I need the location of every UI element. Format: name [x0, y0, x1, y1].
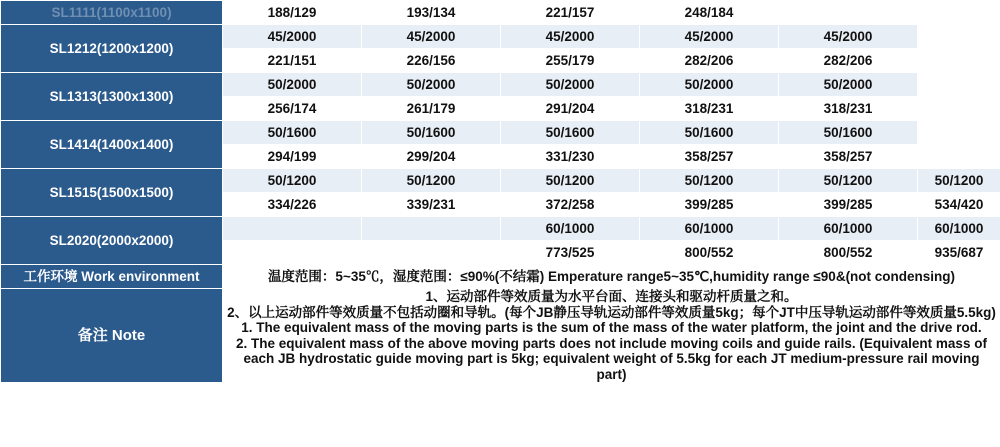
cell-r0-c1: 188/129 [223, 1, 362, 25]
cell-r4-top-c6: 50/1200 [918, 169, 1000, 193]
cell-r3-bot-c4: 358/257 [640, 145, 779, 169]
cell-r1-top-c6 [918, 25, 1000, 49]
cell-r2-top-c5: 50/2000 [779, 73, 918, 97]
cell-r5-bot-c2 [362, 241, 501, 265]
cell-r4-bot-c1: 334/226 [223, 193, 362, 217]
cell-r3-bot-c6 [918, 145, 1000, 169]
cell-r3-bot-c5: 358/257 [779, 145, 918, 169]
environment-row [1, 265, 1000, 289]
cell-r3-top-c5: 50/1600 [779, 121, 918, 145]
cell-r4-top-c3: 50/1200 [501, 169, 640, 193]
cell-r3-bot-c2: 299/204 [362, 145, 501, 169]
cell-r5-top-c5: 60/1000 [779, 217, 918, 241]
cell-r4-top-c2: 50/1200 [362, 169, 501, 193]
row-label-sl1313: SL1313(1300x1300) [1, 73, 223, 121]
cell-r3-bot-c3: 331/230 [501, 145, 640, 169]
table-row [1, 25, 1000, 49]
cell-r4-top-c5: 50/1200 [779, 169, 918, 193]
cell-r1-top-c1: 45/2000 [223, 25, 362, 49]
cell-r5-bot-c6: 935/687 [918, 241, 1000, 265]
cell-r5-top-c4: 60/1000 [640, 217, 779, 241]
table-row [1, 73, 1000, 97]
cell-r2-top-c6 [918, 73, 1000, 97]
row-label-note: 备注 Note [1, 289, 223, 383]
cell-r3-top-c4: 50/1600 [640, 121, 779, 145]
cell-r1-bot-c4: 282/206 [640, 49, 779, 73]
cell-r3-top-c1: 50/1600 [223, 121, 362, 145]
note-line-3: 1. The equivalent mass of the moving parts is the sum of the mass of the water platform, the joint and the drive rod. [241, 320, 982, 336]
cell-r2-top-c3: 50/2000 [501, 73, 640, 97]
cell-r5-bot-c1 [223, 241, 362, 265]
table-row [1, 1, 1000, 25]
table-row [1, 169, 1000, 193]
cell-r5-top-c6: 60/1000 [918, 217, 1000, 241]
note-value [223, 289, 1000, 383]
cell-r2-top-c2: 50/2000 [362, 73, 501, 97]
environment-value: 温度范围：5~35℃，湿度范围：≤90%(不结霜) Emperature range5~35℃,humidity range ≤90&(not condensing) [223, 265, 1000, 289]
cell-r3-bot-c1: 294/199 [223, 145, 362, 169]
cell-r5-top-c3: 60/1000 [501, 217, 640, 241]
cell-r2-bot-c5: 318/231 [779, 97, 918, 121]
row-label-sl1111: SL1111(1100x1100) [1, 1, 223, 25]
cell-r0-c5 [779, 1, 918, 25]
cell-r2-bot-c3: 291/204 [501, 97, 640, 121]
cell-r5-top-c1 [223, 217, 362, 241]
cell-r5-top-c2 [362, 217, 501, 241]
cell-r5-bot-c4: 800/552 [640, 241, 779, 265]
cell-r2-top-c1: 50/2000 [223, 73, 362, 97]
row-label-sl1515: SL1515(1500x1500) [1, 169, 223, 217]
cell-r3-top-c6 [918, 121, 1000, 145]
cell-r0-c4: 248/184 [640, 1, 779, 25]
cell-r4-bot-c6: 534/420 [918, 193, 1000, 217]
cell-r4-bot-c4: 399/285 [640, 193, 779, 217]
table-row [1, 217, 1000, 241]
note-line-6: part) [596, 366, 627, 382]
row-label-sl1414: SL1414(1400x1400) [1, 121, 223, 169]
cell-r0-c2: 193/134 [362, 1, 501, 25]
cell-r1-bot-c1: 221/151 [223, 49, 362, 73]
note-line-4: 2. The equivalent mass of the above moving parts does not include moving coils and guide rails. (Equivalent mass of [236, 335, 987, 351]
note-line-5: each JB hydrostatic guide moving part is 5kg; equivalent weight of 5.5kg for each JT medium-pressure rail moving [243, 351, 980, 367]
row-label-sl1212: SL1212(1200x1200) [1, 25, 223, 73]
cell-r3-top-c2: 50/1600 [362, 121, 501, 145]
cell-r1-bot-c2: 226/156 [362, 49, 501, 73]
cell-r2-bot-c1: 256/174 [223, 97, 362, 121]
row-label-sl2020: SL2020(2000x2000) [1, 217, 223, 265]
cell-r1-top-c2: 45/2000 [362, 25, 501, 49]
cell-r4-bot-c2: 339/231 [362, 193, 501, 217]
cell-r3-top-c3: 50/1600 [501, 121, 640, 145]
cell-r2-bot-c6 [918, 97, 1000, 121]
cell-r1-top-c5: 45/2000 [779, 25, 918, 49]
cell-r2-bot-c4: 318/231 [640, 97, 779, 121]
cell-r4-top-c1: 50/1200 [223, 169, 362, 193]
cell-r4-top-c4: 50/1200 [640, 169, 779, 193]
cell-r2-top-c4: 50/2000 [640, 73, 779, 97]
cell-r4-bot-c5: 399/285 [779, 193, 918, 217]
cell-r1-bot-c6 [918, 49, 1000, 73]
cell-r5-bot-c5: 800/552 [779, 241, 918, 265]
cell-r1-bot-c5: 282/206 [779, 49, 918, 73]
row-label-environment: 工作环境 Work environment [1, 265, 223, 289]
cell-r1-top-c4: 45/2000 [640, 25, 779, 49]
cell-r5-bot-c3: 773/525 [501, 241, 640, 265]
cell-r4-bot-c3: 372/258 [501, 193, 640, 217]
cell-r1-top-c3: 45/2000 [501, 25, 640, 49]
cell-r1-bot-c3: 255/179 [501, 49, 640, 73]
cell-r2-bot-c2: 261/179 [362, 97, 501, 121]
cell-r0-c6 [918, 1, 1000, 25]
note-line-1: 1、运动部件等效质量为水平台面、连接头和驱动杆质量之和。 [425, 289, 798, 304]
table-row [1, 121, 1000, 145]
note-line-2: 2、以上运动部件等效质量不包括动圈和导轨。(每个JB静压导轨运动部件等效质量5kg；每个JT中压导轨运动部件等效质量5.5kg) [227, 304, 996, 320]
note-row [1, 289, 1000, 383]
cell-r0-c3: 221/157 [501, 1, 640, 25]
